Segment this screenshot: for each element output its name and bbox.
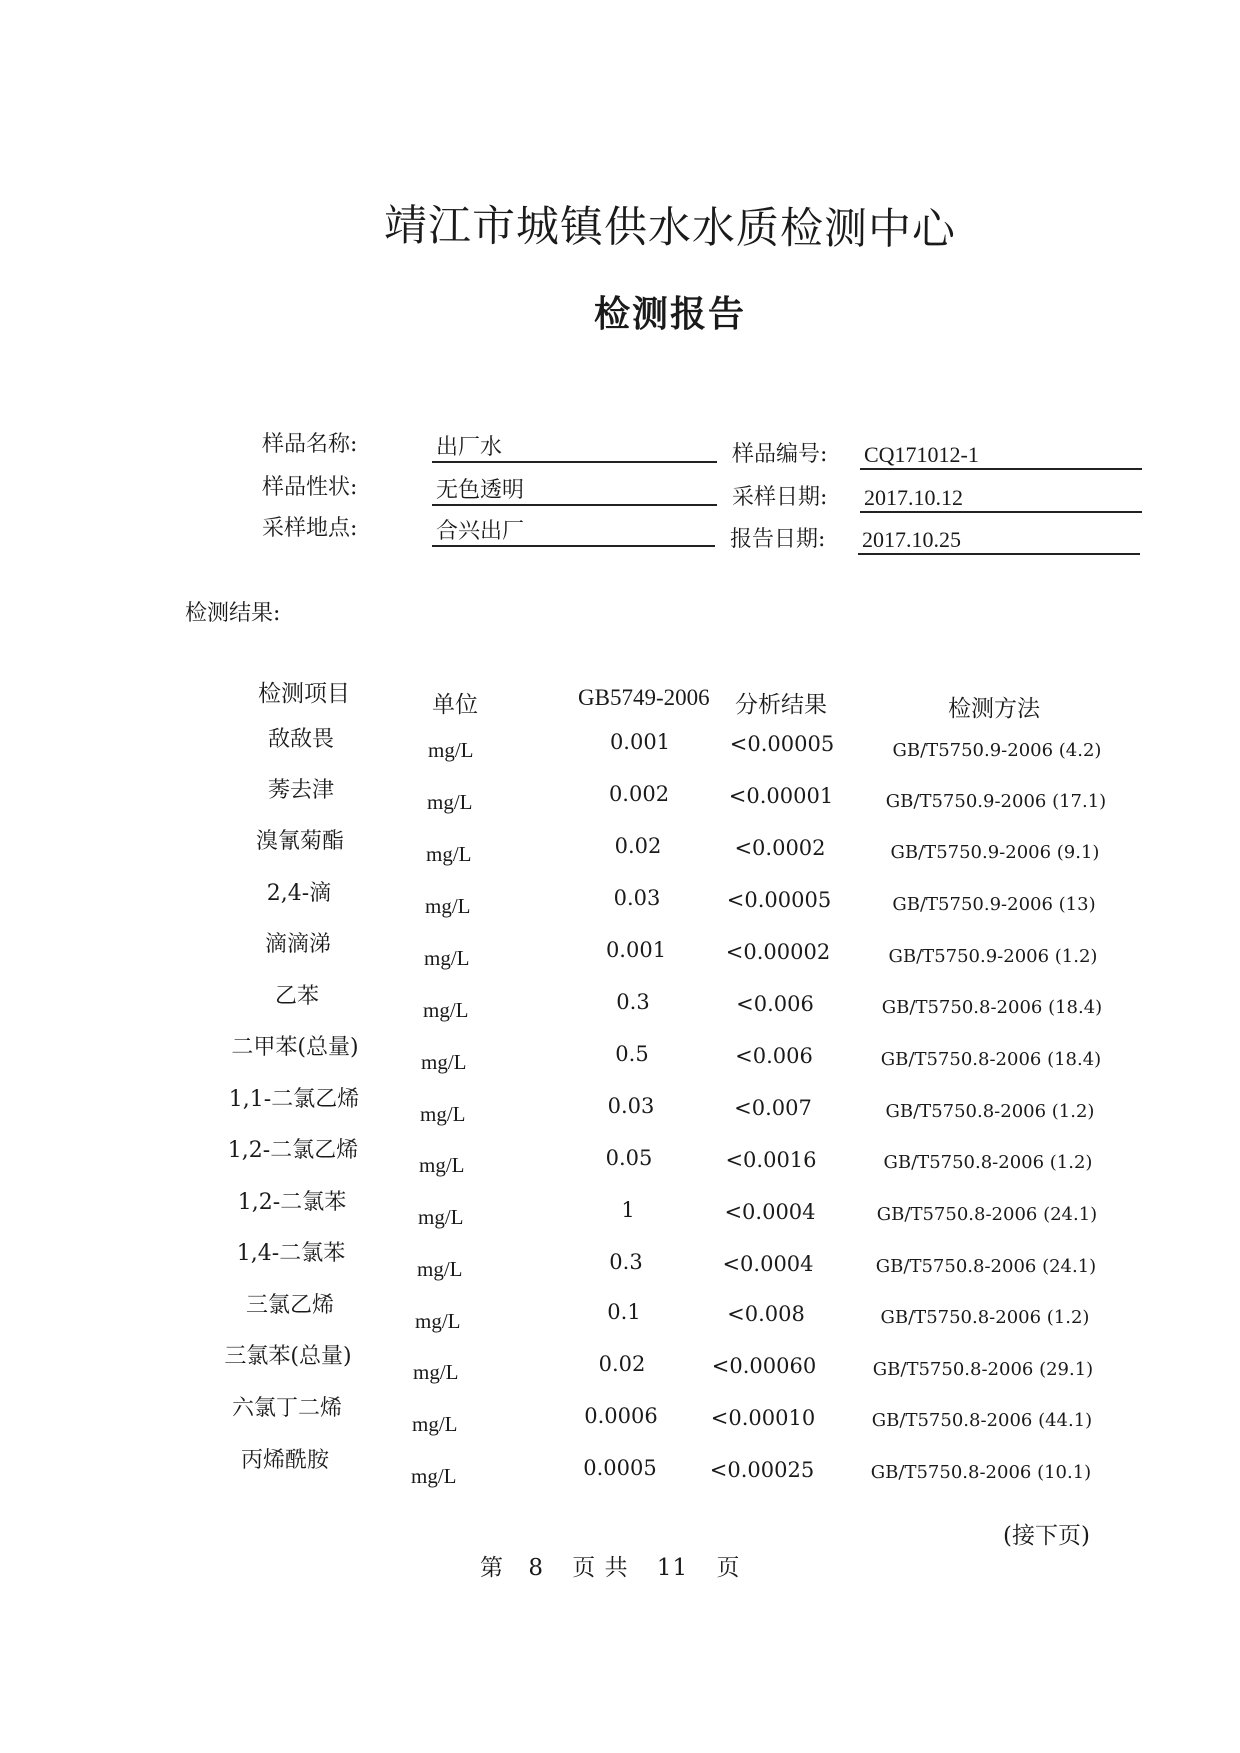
column-header-method: 检测方法 [948,696,1040,722]
row-standard: 0.3 [616,990,650,1014]
row-standard: 0.001 [609,730,671,754]
results-section-label: 检测结果: [185,601,281,626]
row-item: 敌敌畏 [267,727,334,752]
row-result: <0.0004 [722,1252,814,1276]
row-unit: mg/L [427,790,473,814]
row-method: GB/T5750.9-2006 (4.2) [892,740,1102,761]
row-result: <0.007 [734,1096,812,1120]
row-method: GB/T5750.8-2006 (1.2) [885,1101,1095,1122]
row-unit: mg/L [417,1257,463,1281]
row-method: GB/T5750.9-2006 (9.1) [890,842,1100,863]
row-standard: 0.05 [605,1146,653,1170]
row-method: GB/T5750.9-2006 (17.1) [885,791,1107,812]
row-unit: mg/L [420,1102,466,1126]
row-item: 1,4-二氯苯 [236,1241,346,1266]
row-method: GB/T5750.8-2006 (44.1) [871,1410,1093,1431]
row-result: <0.0002 [734,836,826,860]
sample-name-value: 出厂水 [432,430,717,463]
page-suffix: 页 [716,1555,741,1581]
row-unit: mg/L [413,1360,459,1384]
row-result: <0.0016 [725,1148,817,1172]
row-unit: mg/L [419,1153,465,1177]
row-result: <0.00001 [728,784,834,808]
row-unit: mg/L [424,946,470,970]
row-standard: 0.03 [613,886,661,910]
row-unit: mg/L [411,1464,457,1488]
row-standard: 0.5 [615,1042,649,1066]
sample-code-value: CQ171012-1 [860,442,1142,470]
row-item: 二甲苯(总量) [231,1035,359,1060]
row-standard: 0.002 [608,782,670,806]
row-method: GB/T5750.9-2006 (13) [892,894,1096,915]
continued-note: (接下页) [1003,1523,1090,1549]
row-result: <0.008 [727,1302,805,1326]
row-method: GB/T5750.8-2006 (10.1) [870,1462,1092,1483]
row-standard: 1 [621,1198,635,1222]
row-unit: mg/L [418,1205,464,1229]
row-unit: mg/L [423,998,469,1022]
report-title: 检测报告 [593,293,746,335]
row-unit: mg/L [421,1050,467,1074]
report-date-value: 2017.10.25 [858,527,1140,555]
row-method: GB/T5750.8-2006 (29.1) [872,1359,1094,1380]
row-unit: mg/L [425,894,471,918]
row-item: 1,1-二氯乙烯 [228,1087,360,1112]
row-item: 乙苯 [274,984,319,1009]
row-unit: mg/L [415,1309,461,1333]
row-standard: 0.0006 [584,1404,658,1428]
page-current: 8 [528,1555,544,1581]
row-item: 丙烯酰胺 [240,1448,329,1473]
row-result: <0.0004 [724,1200,816,1224]
row-unit: mg/L [428,738,474,762]
row-method: GB/T5750.8-2006 (24.1) [875,1256,1097,1277]
row-method: GB/T5750.8-2006 (24.1) [876,1204,1098,1225]
row-item: 1,2-二氯乙烯 [227,1138,359,1163]
sample-name-label: 样品名称: [262,432,358,457]
row-result: <0.00010 [710,1406,816,1430]
report-date-label: 报告日期: [730,527,826,552]
row-item: 三氯乙烯 [245,1293,334,1318]
sample-property-label: 样品性状: [262,475,358,500]
row-result: <0.00060 [711,1354,817,1378]
row-standard: 0.02 [598,1352,646,1376]
page-number [480,1549,740,1582]
column-header-result: 分析结果 [735,692,827,718]
row-item: 六氯丁二烯 [231,1396,342,1421]
row-item: 莠去津 [267,778,334,803]
sampling-date-value: 2017.10.12 [860,485,1142,513]
row-unit: mg/L [412,1412,458,1436]
sample-property-value: 无色透明 [432,473,717,506]
row-item: 滴滴涕 [264,932,331,957]
row-result: <0.006 [736,992,814,1016]
page-middle: 页 共 [572,1555,629,1581]
row-item: 溴氰菊酯 [255,829,344,854]
row-result: <0.006 [735,1044,813,1068]
sampling-location-label: 采样地点: [262,516,358,541]
row-method: GB/T5750.8-2006 (18.4) [881,997,1103,1018]
row-standard: 0.001 [605,938,667,962]
row-standard: 0.0005 [583,1456,657,1480]
column-header-item: 检测项目 [258,681,350,707]
sampling-location-value: 合兴出厂 [432,514,715,547]
row-result: <0.00025 [709,1458,815,1482]
row-method: GB/T5750.8-2006 (1.2) [883,1152,1093,1173]
row-standard: 0.1 [607,1300,641,1324]
row-standard: 0.02 [614,834,662,858]
sample-code-label: 样品编号: [732,442,828,467]
row-result: <0.00002 [725,940,831,964]
row-standard: 0.3 [609,1250,643,1274]
row-result: <0.00005 [729,732,835,756]
organization-title: 靖江市城镇供水水质检测中心 [383,201,957,255]
row-method: GB/T5750.8-2006 (18.4) [880,1049,1102,1070]
column-header-unit: 单位 [432,692,478,718]
row-result: <0.00005 [726,888,832,912]
row-method: GB/T5750.9-2006 (1.2) [888,946,1098,967]
page-total: 11 [656,1555,689,1581]
row-item: 三氯苯(总量) [224,1344,352,1369]
sampling-date-label: 采样日期: [732,485,828,510]
page-prefix: 第 [480,1555,504,1581]
row-method: GB/T5750.8-2006 (1.2) [880,1307,1090,1328]
row-standard: 0.03 [607,1094,655,1118]
row-unit: mg/L [426,842,472,866]
row-item: 1,2-二氯苯 [237,1190,347,1215]
row-item: 2,4-滴 [266,881,332,906]
column-header-standard: GB5749-2006 [578,685,710,710]
